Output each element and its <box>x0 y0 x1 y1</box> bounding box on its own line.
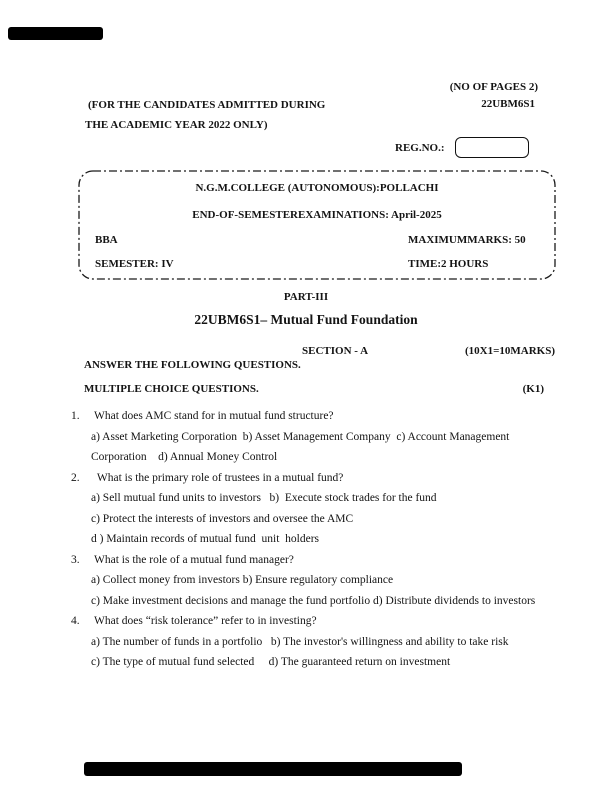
course-code: 22UBM6S1 <box>481 98 535 110</box>
question-number: 1. <box>71 410 80 422</box>
programme: BBA <box>95 234 118 246</box>
question-text: What does AMC stand for in mutual fund structure? <box>94 410 334 422</box>
question-text: What does “risk tolerance” refer to in investing? <box>94 615 317 627</box>
question-row <box>71 406 563 468</box>
option-line: a) Sell mutual fund units to investors b) Execute stock trades for the fund <box>91 492 437 504</box>
option-line: c) Protect the interests of investors and oversee the AMC <box>91 512 354 525</box>
reg-no-box <box>455 137 529 158</box>
k-level: (K1) <box>522 383 544 395</box>
exam-time: TIME:2 HOURS <box>408 258 489 270</box>
max-marks: MAXIMUMMARKS: 50 <box>408 234 526 246</box>
candidates-note-line1: (FOR THE CANDIDATES ADMITTED DURING <box>88 99 326 111</box>
question-number: 3. <box>71 553 80 566</box>
questions-list <box>71 406 563 673</box>
question-number: 2. <box>71 471 80 484</box>
exam-title: END-OF-SEMESTEREXAMINATIONS: April-2025 <box>192 209 442 221</box>
option-line: Corporation d) Annual Money Control <box>91 451 278 463</box>
option-line: c) Make investment decisions and manage the fund portfolio d) Distribute dividends to investors <box>91 594 536 607</box>
question-row <box>71 611 563 673</box>
option-line: d ) Maintain records of mutual fund unit holders <box>91 533 320 545</box>
section-heading: SECTION - A <box>302 345 369 357</box>
question-number: 4. <box>71 615 80 627</box>
semester: SEMESTER: IV <box>95 258 174 270</box>
answer-instruction: ANSWER THE FOLLOWING QUESTIONS. <box>84 359 301 371</box>
option-line: c) The type of mutual fund selected d) The guaranteed return on investment <box>91 656 451 668</box>
subject-title: 22UBM6S1– Mutual Fund Foundation <box>194 312 418 327</box>
no-of-pages: (NO OF PAGES 2) <box>449 81 538 93</box>
section-marks: (10X1=10MARKS) <box>465 345 555 357</box>
candidates-note-line2: THE ACADEMIC YEAR 2022 ONLY) <box>85 119 268 131</box>
college-name: N.G.M.COLLEGE (AUTONOMOUS):POLLACHI <box>195 182 439 194</box>
question-row <box>71 468 563 550</box>
exam-info-box <box>78 170 556 280</box>
redaction-bar-top <box>8 27 103 40</box>
question-text: What is the primary role of trustees in a mutual fund? <box>94 471 344 484</box>
option-line: a) Asset Marketing Corporation b) Asset Management Company c) Account Management <box>91 430 510 443</box>
mcq-heading: MULTIPLE CHOICE QUESTIONS. <box>84 383 259 395</box>
option-line: a) Collect money from investors b) Ensure regulatory compliance <box>91 574 394 586</box>
option-line: a) The number of funds in a portfolio b) The investor's willingness and ability to take risk <box>91 635 509 648</box>
reg-no-label: REG.NO.: <box>395 142 445 154</box>
question-text: What is the role of a mutual fund manager? <box>94 553 294 566</box>
question-row <box>71 550 563 612</box>
part-heading: PART-III <box>283 291 329 303</box>
redaction-bar-bottom <box>84 762 462 776</box>
